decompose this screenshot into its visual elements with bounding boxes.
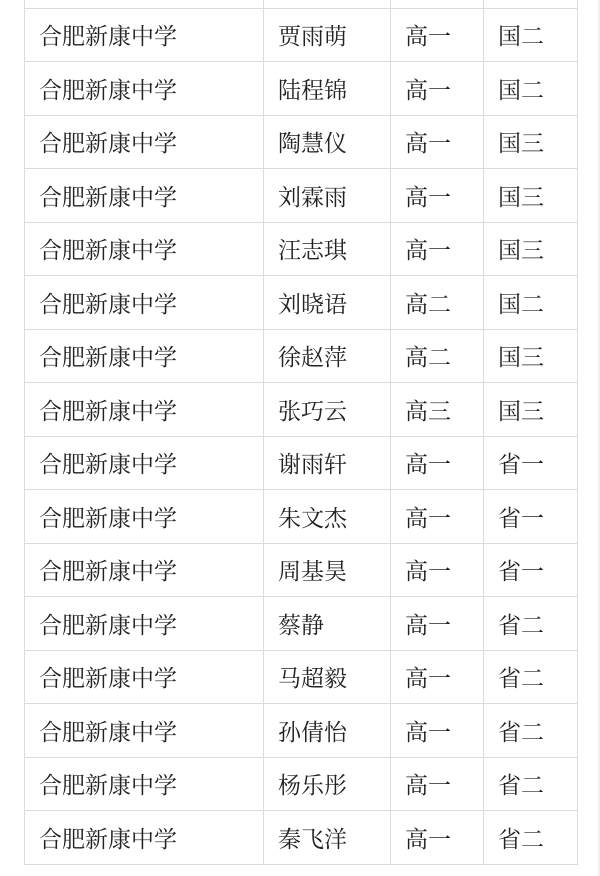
school-cell: 合肥新康中学: [25, 62, 264, 116]
table-row: [25, 8, 578, 62]
school-cell: 合肥新康中学: [25, 811, 264, 865]
name-cell: 陆程锦: [264, 62, 391, 116]
grade-cell: 高一: [391, 115, 484, 169]
school-cell: 合肥新康中学: [25, 704, 264, 758]
table-row: [25, 436, 578, 490]
name-cell: 朱文杰: [264, 490, 391, 544]
award-cell: 国二: [484, 8, 578, 62]
grade-cell: 高一: [391, 222, 484, 276]
school-cell: 合肥新康中学: [25, 115, 264, 169]
table-row: [25, 704, 578, 758]
name-cell: 蔡静: [264, 597, 391, 651]
award-cell: 省二: [484, 757, 578, 811]
school-cell: 合肥新康中学: [25, 436, 264, 490]
grade-cell: 高一: [391, 704, 484, 758]
grade-cell: 高一: [391, 811, 484, 865]
school-cell: 合肥新康中学: [25, 329, 264, 383]
award-cell: 国三: [484, 115, 578, 169]
grade-cell: 高一: [391, 62, 484, 116]
table-row: [25, 597, 578, 651]
school-cell: [25, 0, 264, 8]
name-cell: 徐赵萍: [264, 329, 391, 383]
award-table: [24, 0, 578, 865]
award-cell: 省一: [484, 490, 578, 544]
name-cell: 汪志琪: [264, 222, 391, 276]
table-row: [25, 543, 578, 597]
name-cell: 刘霖雨: [264, 169, 391, 223]
award-cell: [484, 0, 578, 8]
award-cell: 省二: [484, 811, 578, 865]
grade-cell: 高一: [391, 650, 484, 704]
award-cell: 国三: [484, 169, 578, 223]
award-cell: 国三: [484, 329, 578, 383]
table-row: [25, 757, 578, 811]
award-cell: 省二: [484, 650, 578, 704]
name-cell: 陶慧仪: [264, 115, 391, 169]
name-cell: 周基昊: [264, 543, 391, 597]
table-row: [25, 276, 578, 330]
grade-cell: 高二: [391, 329, 484, 383]
grade-cell: 高三: [391, 383, 484, 437]
name-cell: 张巧云: [264, 383, 391, 437]
name-cell: [264, 0, 391, 8]
award-cell: 国二: [484, 62, 578, 116]
award-cell: 省一: [484, 436, 578, 490]
table-row: [25, 0, 578, 8]
award-cell: 国三: [484, 383, 578, 437]
award-table-container: [24, 0, 577, 865]
school-cell: 合肥新康中学: [25, 222, 264, 276]
grade-cell: 高一: [391, 757, 484, 811]
school-cell: 合肥新康中学: [25, 597, 264, 651]
school-cell: 合肥新康中学: [25, 490, 264, 544]
grade-cell: 高一: [391, 8, 484, 62]
school-cell: 合肥新康中学: [25, 650, 264, 704]
table-row: [25, 650, 578, 704]
name-cell: 秦飞洋: [264, 811, 391, 865]
name-cell: 孙倩怡: [264, 704, 391, 758]
table-row: [25, 222, 578, 276]
grade-cell: [391, 0, 484, 8]
award-cell: 省一: [484, 543, 578, 597]
grade-cell: 高一: [391, 436, 484, 490]
grade-cell: 高一: [391, 169, 484, 223]
school-cell: 合肥新康中学: [25, 383, 264, 437]
table-row: [25, 62, 578, 116]
grade-cell: 高二: [391, 276, 484, 330]
school-cell: 合肥新康中学: [25, 8, 264, 62]
name-cell: 贾雨萌: [264, 8, 391, 62]
table-row: [25, 115, 578, 169]
school-cell: 合肥新康中学: [25, 276, 264, 330]
award-cell: 省二: [484, 704, 578, 758]
school-cell: 合肥新康中学: [25, 169, 264, 223]
award-cell: 国三: [484, 222, 578, 276]
table-row: [25, 490, 578, 544]
grade-cell: 高一: [391, 597, 484, 651]
table-row: [25, 169, 578, 223]
name-cell: 杨乐彤: [264, 757, 391, 811]
school-cell: 合肥新康中学: [25, 543, 264, 597]
award-cell: 省二: [484, 597, 578, 651]
award-table-body: [25, 0, 578, 864]
name-cell: 刘晓语: [264, 276, 391, 330]
school-cell: 合肥新康中学: [25, 757, 264, 811]
table-row: [25, 811, 578, 865]
table-row: [25, 383, 578, 437]
name-cell: 马超毅: [264, 650, 391, 704]
table-row: [25, 329, 578, 383]
name-cell: 谢雨轩: [264, 436, 391, 490]
grade-cell: 高一: [391, 490, 484, 544]
grade-cell: 高一: [391, 543, 484, 597]
award-cell: 国二: [484, 276, 578, 330]
